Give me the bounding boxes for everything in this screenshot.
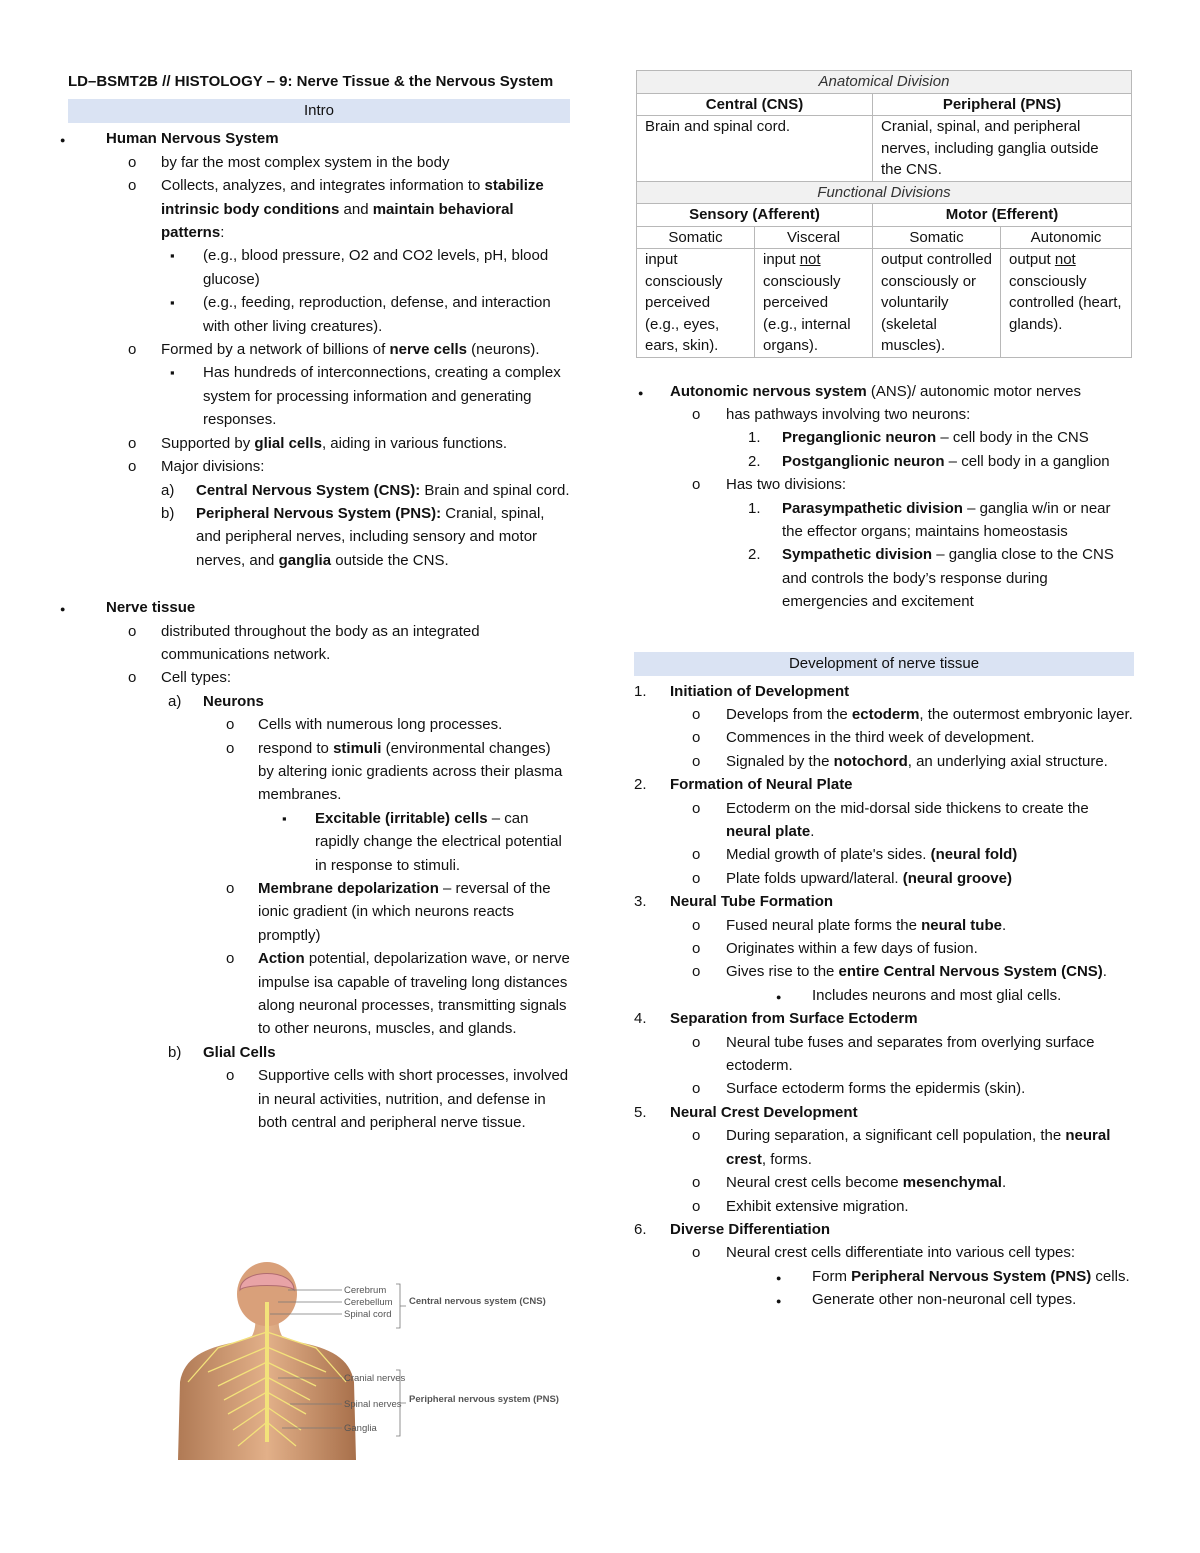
table-header-sensory: Sensory (Afferent) xyxy=(637,204,873,227)
cranial-nerves-label: Cranial nerves xyxy=(344,1373,406,1384)
list-item: o Neural crest cells differentiate into various cell types: xyxy=(634,1241,1134,1264)
table-header-motor: Motor (Efferent) xyxy=(873,204,1132,227)
list-marker: b) xyxy=(168,1043,182,1061)
list-item: o Formed by a network of billions of nerve cells (neurons). xyxy=(68,338,570,361)
circle-bullet-icon xyxy=(692,750,700,773)
table-header-anatomical: Anatomical Division xyxy=(637,71,1132,94)
list-item: ▪ Excitable (irritable) cells – can rapidly change the electrical potential in response to stimuli. xyxy=(68,807,570,877)
list-item: o Cells with numerous long processes. xyxy=(68,713,570,736)
table-header-peripheral: Peripheral (PNS) xyxy=(873,93,1132,116)
list-item: o Originates within a few days of fusion. xyxy=(634,937,1134,960)
list-item: ● Autonomic nervous system (ANS)/ autonomic motor nerves xyxy=(634,380,1134,403)
list-item: 1. Parasympathetic division – ganglia w/in or near the effector organs; maintains homeostasis xyxy=(634,497,1134,544)
list-marker: 2. xyxy=(748,452,761,470)
list-item: o Neural crest cells become mesenchymal. xyxy=(634,1171,1134,1194)
list-item: 5. Neural Crest Development xyxy=(634,1101,1134,1124)
list-item: 2. Formation of Neural Plate xyxy=(634,773,1134,796)
list-item: 6. Diverse Differentiation xyxy=(634,1218,1134,1241)
table-cell: output not consciously controlled (heart, glands). xyxy=(1001,249,1132,358)
list-item: ▪ (e.g., blood pressure, O2 and CO2 levels, pH, blood glucose) xyxy=(68,244,570,291)
circle-bullet-icon xyxy=(226,737,234,760)
list-item: ● Nerve tissue xyxy=(68,596,570,619)
list-item: ● Human Nervous System xyxy=(68,127,570,150)
list-item: o distributed throughout the body as an integrated communications network. xyxy=(68,620,570,667)
list-marker: 1. xyxy=(634,682,647,700)
circle-bullet-icon xyxy=(692,1124,700,1147)
list-item: a) Central Nervous System (CNS): Brain and spinal cord. xyxy=(68,479,570,502)
list-item: 3. Neural Tube Formation xyxy=(634,890,1134,913)
circle-bullet-icon xyxy=(128,455,136,478)
bullet-icon xyxy=(776,984,781,1009)
list-item: ▪ (e.g., feeding, reproduction, defense, and interaction with other living creatures). xyxy=(68,291,570,338)
list-item: o Fused neural plate forms the neural tube. xyxy=(634,914,1134,937)
circle-bullet-icon xyxy=(692,843,700,866)
list-marker: 1. xyxy=(748,499,761,517)
circle-bullet-icon xyxy=(128,620,136,643)
circle-bullet-icon xyxy=(692,403,700,426)
table-cell: Cranial, spinal, and peripheral nerves, including ganglia outside the CNS. xyxy=(873,116,1132,182)
list-item: o During separation, a significant cell population, the neural crest, forms. xyxy=(634,1124,1134,1171)
list-item: a) Neurons xyxy=(68,690,570,713)
list-item: 2. Sympathetic division – ganglia close to the CNS and controls the body’s response during emergencies and excitement xyxy=(634,543,1134,613)
bullet-icon xyxy=(60,596,65,621)
table-cell: Brain and spinal cord. xyxy=(637,116,873,182)
list-item: 1. Preganglionic neuron – cell body in the CNS xyxy=(634,426,1134,449)
document-title: LD–BSMT2B // HISTOLOGY – 9: Nerve Tissue & the Nervous System xyxy=(68,73,554,90)
list-marker: b) xyxy=(161,504,175,522)
circle-bullet-icon xyxy=(692,1195,700,1218)
spinal-cord-label: Spinal cord xyxy=(344,1309,392,1320)
square-bullet-icon xyxy=(282,807,287,830)
list-marker: 2. xyxy=(634,776,647,794)
circle-bullet-icon xyxy=(692,867,700,890)
list-item: o Has two divisions: xyxy=(634,473,1134,496)
circle-bullet-icon xyxy=(692,473,700,496)
pns-label: Peripheral nervous system (PNS) xyxy=(409,1394,559,1405)
table-header-central: Central (CNS) xyxy=(637,93,873,116)
cns-label: Central nervous system (CNS) xyxy=(409,1296,546,1307)
list-marker: 5. xyxy=(634,1103,647,1121)
bullet-icon xyxy=(776,1288,781,1313)
list-item: o Plate folds upward/lateral. (neural groove) xyxy=(634,867,1134,890)
circle-bullet-icon xyxy=(128,151,136,174)
list-item: o Ectoderm on the mid-dorsal side thickens to create the neural plate. xyxy=(634,797,1134,844)
list-item: o Supportive cells with short processes, involved in neural activities, nutrition, and defense in both central and peripheral nerve tissue. xyxy=(68,1064,570,1134)
table-subheader: Autonomic xyxy=(1001,226,1132,249)
list-item: b) Peripheral Nervous System (PNS): Cranial, spinal, and peripheral nerves, including sensory and motor nerves, and ganglia outside the CNS. xyxy=(68,502,570,572)
square-bullet-icon xyxy=(170,244,175,267)
circle-bullet-icon xyxy=(128,174,136,197)
bullet-icon xyxy=(638,380,643,405)
circle-bullet-icon xyxy=(692,797,700,820)
right-column xyxy=(634,70,1134,1312)
list-marker: 3. xyxy=(634,893,647,911)
list-marker: 6. xyxy=(634,1220,647,1238)
list-item: 1. Initiation of Development xyxy=(634,680,1134,703)
circle-bullet-icon xyxy=(692,1171,700,1194)
bullet-icon xyxy=(60,127,65,152)
ganglia-label: Ganglia xyxy=(344,1423,377,1434)
nervous-system-figure xyxy=(178,1262,559,1460)
list-item: o by far the most complex system in the body xyxy=(68,151,570,174)
list-item: o Neural tube fuses and separates from overlying surface ectoderm. xyxy=(634,1031,1134,1078)
list-item: o Supported by glial cells, aiding in various functions. xyxy=(68,432,570,455)
list-item: o Develops from the ectoderm, the outermost embryonic layer. xyxy=(634,703,1134,726)
circle-bullet-icon xyxy=(226,877,234,900)
table-cell: input consciously perceived (e.g., eyes, ears, skin). xyxy=(637,249,755,358)
circle-bullet-icon xyxy=(692,1031,700,1054)
nervous-system-divisions-table xyxy=(636,70,1132,358)
list-item: o Collects, analyzes, and integrates information to stabilize intrinsic body conditions and maintain behavioral patterns: xyxy=(68,174,570,244)
circle-bullet-icon xyxy=(226,947,234,970)
list-item: o Exhibit extensive migration. xyxy=(634,1195,1134,1218)
table-subheader: Somatic xyxy=(637,226,755,249)
spinal-nerves-label: Spinal nerves xyxy=(344,1399,402,1410)
circle-bullet-icon xyxy=(692,914,700,937)
list-item: ▪ Has hundreds of interconnections, creating a complex system for processing information and generating responses. xyxy=(68,361,570,431)
list-marker: a) xyxy=(161,481,175,499)
cerebrum-label: Cerebrum xyxy=(344,1285,387,1296)
list-marker: 4. xyxy=(634,1010,647,1028)
list-item: 4. Separation from Surface Ectoderm xyxy=(634,1007,1134,1030)
table-cell: output controlled consciously or voluntarily (skeletal muscles). xyxy=(873,249,1001,358)
list-item: o Gives rise to the entire Central Nervous System (CNS). xyxy=(634,960,1134,983)
list-item: o Major divisions: xyxy=(68,455,570,478)
cns-bracket xyxy=(396,1284,406,1328)
list-item: 2. Postganglionic neuron – cell body in a ganglion xyxy=(634,450,1134,473)
list-item: o has pathways involving two neurons: xyxy=(634,403,1134,426)
list-item: o respond to stimuli (environmental changes) by altering ionic gradients across their plasma membranes. xyxy=(68,737,570,807)
circle-bullet-icon xyxy=(692,1077,700,1100)
circle-bullet-icon xyxy=(692,703,700,726)
list-item: o Cell types: xyxy=(68,666,570,689)
list-marker: a) xyxy=(168,692,182,710)
list-item: ● Generate other non-neuronal cell types. xyxy=(634,1288,1134,1311)
list-item: ● Form Peripheral Nervous System (PNS) cells. xyxy=(634,1265,1134,1288)
table-subheader: Somatic xyxy=(873,226,1001,249)
table-header-functional: Functional Divisions xyxy=(637,181,1132,204)
circle-bullet-icon xyxy=(128,432,136,455)
table-subheader: Visceral xyxy=(755,226,873,249)
circle-bullet-icon xyxy=(128,338,136,361)
list-marker: 1. xyxy=(748,429,761,447)
list-item: o Surface ectoderm forms the epidermis (skin). xyxy=(634,1077,1134,1100)
list-item: ● Includes neurons and most glial cells. xyxy=(634,984,1134,1007)
circle-bullet-icon xyxy=(692,1241,700,1264)
list-item: o Commences in the third week of development. xyxy=(634,726,1134,749)
square-bullet-icon xyxy=(170,361,175,384)
table-cell: input not consciously perceived (e.g., internal organs). xyxy=(755,249,873,358)
bullet-icon xyxy=(776,1265,781,1290)
list-item: o Membrane depolarization – reversal of the ionic gradient (in which neurons reacts promptly) xyxy=(68,877,570,947)
circle-bullet-icon xyxy=(692,726,700,749)
list-item: b) Glial Cells xyxy=(68,1041,570,1064)
cerebellum-label: Cerebellum xyxy=(344,1297,393,1308)
circle-bullet-icon xyxy=(226,713,234,736)
list-item: o Signaled by the notochord, an underlying axial structure. xyxy=(634,750,1134,773)
intro-banner: Intro xyxy=(68,99,570,123)
list-item: o Action potential, depolarization wave, or nerve impulse isa capable of traveling long distances along neuronal processes, transmitting signals to other neurons, muscles, and glands. xyxy=(68,947,570,1041)
left-column xyxy=(68,70,570,1134)
list-item: o Medial growth of plate's sides. (neural fold) xyxy=(634,843,1134,866)
square-bullet-icon xyxy=(170,291,175,314)
circle-bullet-icon xyxy=(692,960,700,983)
circle-bullet-icon xyxy=(226,1064,234,1087)
circle-bullet-icon xyxy=(692,937,700,960)
development-banner: Development of nerve tissue xyxy=(634,652,1134,676)
list-marker: 2. xyxy=(748,546,761,564)
circle-bullet-icon xyxy=(128,666,136,689)
